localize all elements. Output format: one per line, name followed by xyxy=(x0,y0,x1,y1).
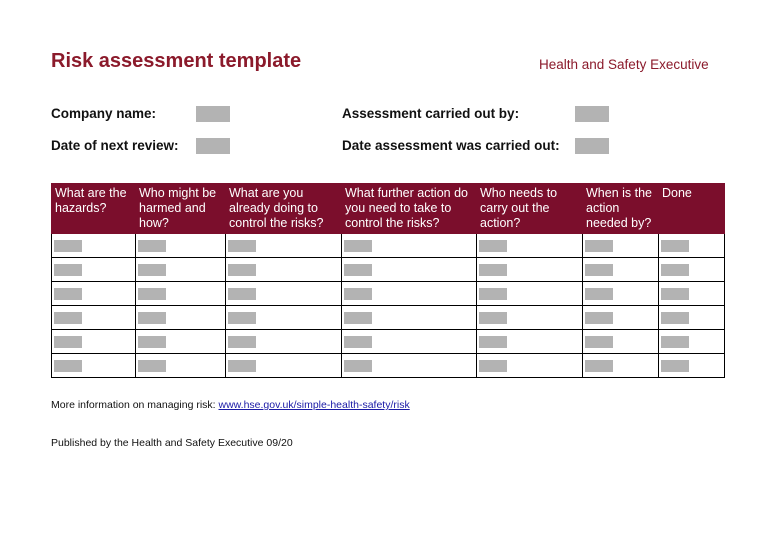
assessment-by-field[interactable] xyxy=(575,106,609,122)
table-cell[interactable] xyxy=(583,354,659,378)
cell-input-placeholder xyxy=(344,288,372,300)
cell-input-placeholder xyxy=(479,336,507,348)
table-row xyxy=(52,282,725,306)
table-cell[interactable] xyxy=(342,258,477,282)
table-cell[interactable] xyxy=(583,258,659,282)
company-name-field[interactable] xyxy=(196,106,230,122)
table-cell[interactable] xyxy=(477,234,583,258)
cell-input-placeholder xyxy=(661,336,689,348)
cell-input-placeholder xyxy=(54,264,82,276)
table-row xyxy=(52,330,725,354)
table-cell[interactable] xyxy=(52,234,136,258)
table-cell[interactable] xyxy=(342,354,477,378)
table-cell[interactable] xyxy=(226,330,342,354)
cell-input-placeholder xyxy=(54,312,82,324)
column-header-further-action: What further action do you need to take to control the risks? xyxy=(342,184,477,234)
table-cell[interactable] xyxy=(226,234,342,258)
table-cell[interactable] xyxy=(136,306,226,330)
table-row xyxy=(52,258,725,282)
table-cell[interactable] xyxy=(659,282,725,306)
cell-input-placeholder xyxy=(138,336,166,348)
table-cell[interactable] xyxy=(659,354,725,378)
table-cell[interactable] xyxy=(52,330,136,354)
table-cell[interactable] xyxy=(52,258,136,282)
table-cell[interactable] xyxy=(477,282,583,306)
table-cell[interactable] xyxy=(659,258,725,282)
table-cell[interactable] xyxy=(52,354,136,378)
page-title: Risk assessment template xyxy=(51,50,302,72)
column-header-hazards: What are the hazards? xyxy=(52,184,136,234)
table-cell[interactable] xyxy=(477,306,583,330)
cell-input-placeholder xyxy=(228,240,256,252)
table-cell[interactable] xyxy=(136,258,226,282)
organisation-name: Health and Safety Executive xyxy=(539,57,709,72)
table-cell[interactable] xyxy=(342,234,477,258)
table-cell[interactable] xyxy=(583,282,659,306)
table-cell[interactable] xyxy=(342,330,477,354)
cell-input-placeholder xyxy=(54,336,82,348)
column-header-when-needed: When is the action needed by? xyxy=(583,184,659,234)
assessment-date-label: Date assessment was carried out: xyxy=(342,138,560,153)
column-header-current-controls: What are you already doing to control the risks? xyxy=(226,184,342,234)
table-cell[interactable] xyxy=(583,234,659,258)
cell-input-placeholder xyxy=(54,240,82,252)
cell-input-placeholder xyxy=(661,312,689,324)
cell-input-placeholder xyxy=(585,360,613,372)
cell-input-placeholder xyxy=(138,312,166,324)
risk-assessment-table xyxy=(51,183,725,378)
cell-input-placeholder xyxy=(479,264,507,276)
cell-input-placeholder xyxy=(661,360,689,372)
table-header-row xyxy=(52,184,725,234)
table-cell[interactable] xyxy=(659,330,725,354)
table-cell[interactable] xyxy=(52,282,136,306)
cell-input-placeholder xyxy=(344,240,372,252)
table-row xyxy=(52,234,725,258)
cell-input-placeholder xyxy=(585,264,613,276)
cell-input-placeholder xyxy=(344,336,372,348)
cell-input-placeholder xyxy=(344,360,372,372)
risk-info-link[interactable]: www.hse.gov.uk/simple-health-safety/risk xyxy=(218,399,410,411)
table-cell[interactable] xyxy=(477,330,583,354)
cell-input-placeholder xyxy=(228,264,256,276)
cell-input-placeholder xyxy=(138,240,166,252)
table-cell[interactable] xyxy=(136,330,226,354)
cell-input-placeholder xyxy=(138,264,166,276)
cell-input-placeholder xyxy=(54,288,82,300)
table-cell[interactable] xyxy=(477,258,583,282)
assessment-date-field[interactable] xyxy=(575,138,609,154)
cell-input-placeholder xyxy=(585,312,613,324)
cell-input-placeholder xyxy=(479,312,507,324)
table-cell[interactable] xyxy=(342,306,477,330)
table-cell[interactable] xyxy=(226,282,342,306)
more-info-text: More information on managing risk: xyxy=(51,399,219,411)
table-cell[interactable] xyxy=(659,306,725,330)
cell-input-placeholder xyxy=(661,288,689,300)
table-cell[interactable] xyxy=(226,258,342,282)
cell-input-placeholder xyxy=(228,360,256,372)
column-header-done: Done xyxy=(659,184,725,234)
table-cell[interactable] xyxy=(136,282,226,306)
column-header-who-harmed: Who might be harmed and how? xyxy=(136,184,226,234)
published-note: Published by the Health and Safety Executive 09/20 xyxy=(51,437,293,449)
cell-input-placeholder xyxy=(479,240,507,252)
table-row xyxy=(52,306,725,330)
table-cell[interactable] xyxy=(136,354,226,378)
table-cell[interactable] xyxy=(477,354,583,378)
cell-input-placeholder xyxy=(344,264,372,276)
cell-input-placeholder xyxy=(661,264,689,276)
cell-input-placeholder xyxy=(54,360,82,372)
assessment-by-label: Assessment carried out by: xyxy=(342,106,520,121)
cell-input-placeholder xyxy=(138,288,166,300)
cell-input-placeholder xyxy=(344,312,372,324)
cell-input-placeholder xyxy=(661,240,689,252)
cell-input-placeholder xyxy=(479,360,507,372)
next-review-label: Date of next review: xyxy=(51,138,179,153)
cell-input-placeholder xyxy=(228,288,256,300)
column-header-who-acts: Who needs to carry out the action? xyxy=(477,184,583,234)
table-cell[interactable] xyxy=(583,306,659,330)
company-name-label: Company name: xyxy=(51,106,157,121)
table-cell[interactable] xyxy=(342,282,477,306)
table-cell[interactable] xyxy=(226,354,342,378)
table-cell[interactable] xyxy=(52,306,136,330)
cell-input-placeholder xyxy=(138,360,166,372)
table-row xyxy=(52,354,725,378)
table-cell[interactable] xyxy=(583,330,659,354)
cell-input-placeholder xyxy=(585,240,613,252)
cell-input-placeholder xyxy=(585,336,613,348)
cell-input-placeholder xyxy=(228,312,256,324)
cell-input-placeholder xyxy=(228,336,256,348)
table-cell[interactable] xyxy=(136,234,226,258)
cell-input-placeholder xyxy=(479,288,507,300)
next-review-field[interactable] xyxy=(196,138,230,154)
cell-input-placeholder xyxy=(585,288,613,300)
more-info xyxy=(51,399,410,411)
table-cell[interactable] xyxy=(226,306,342,330)
table-cell[interactable] xyxy=(659,234,725,258)
